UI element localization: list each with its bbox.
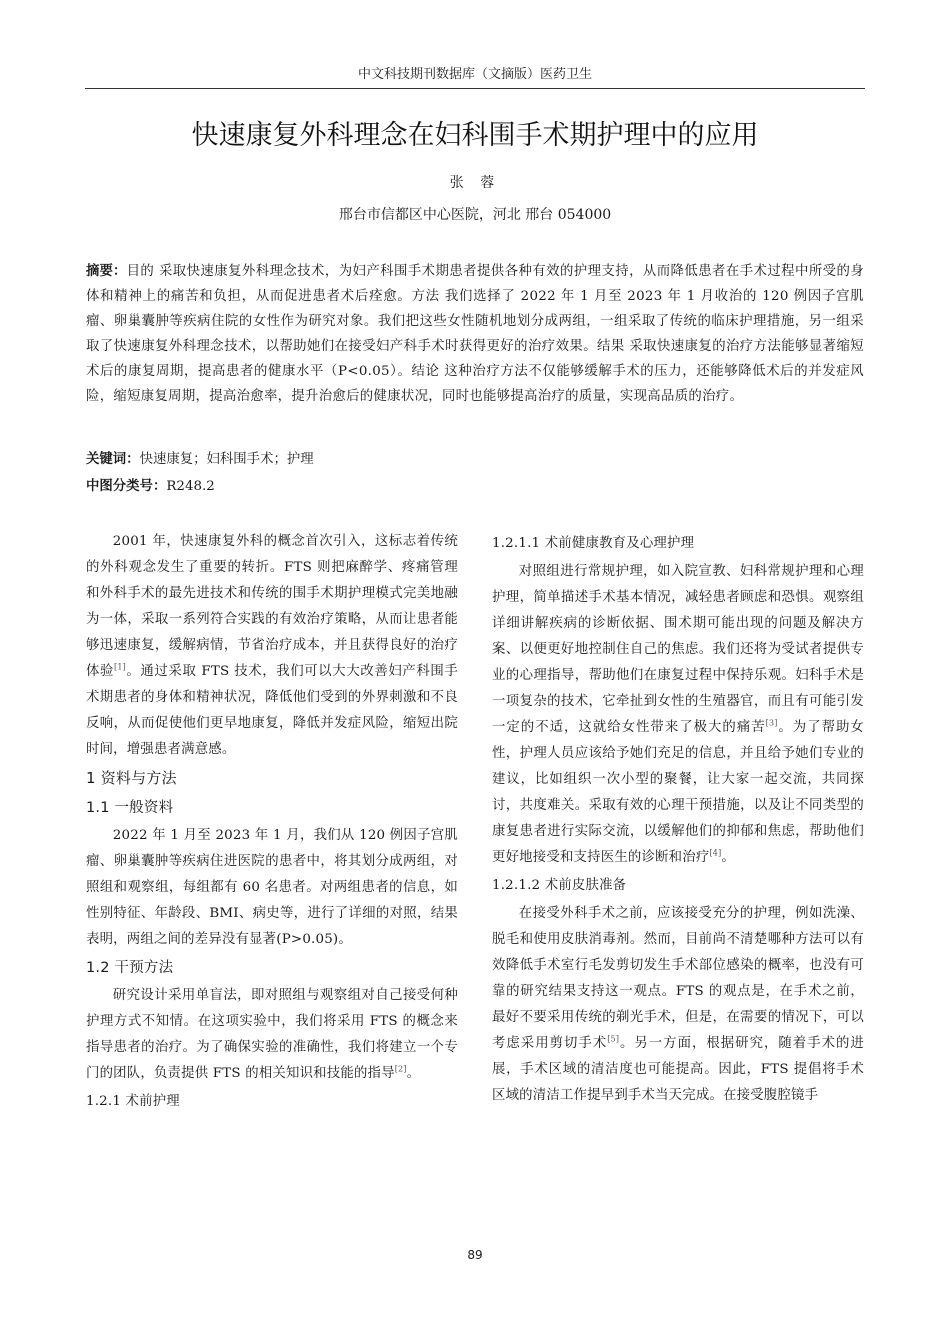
page-number: 89 [467, 1248, 483, 1262]
section-heading-1-2: 1.2 干预方法 [86, 960, 174, 976]
paper-title: 快速康复外科理念在妇科围手术期护理中的应用 [191, 120, 759, 151]
skin-prep-text: 在接受外科手术之前，应该接受充分的护理，例如洗澡、脱毛和使用皮肤消毒剂。然而，目前尚不清楚哪种方法可以有效降低手术室行毛发剪切发生手术部位感染的概率，也没有可靠的研究结果支持这一观点。FTS 的观点是，在手术之前，最好不要采用传统的剃光手术，但是，在需要的情况下，可以考虑采用剪切手术 [492, 906, 864, 1051]
citation: [1] [114, 662, 126, 672]
abstract [86, 259, 864, 409]
citation: [4] [709, 848, 722, 858]
psych-care-text-end: 。 [721, 850, 735, 865]
psych-care-paragraph [492, 559, 864, 871]
intro-text: 2001 年，快速康复外科的概念首次引入，这标志着传统的外科观念发生了重要的转折。FTS 则把麻醉学、疼痛管理和外科手术的最先进技术和传统的围手术期护理模式完美地融为一体，采取一系列符合实践的有效治疗策略，从而让患者能够迅速康复，缓解病情，节省治疗成本，并且获得良好的治疗体验 [86, 534, 458, 679]
abstract-text: 目的 采取快速康复外科理念技术，为妇产科围手术期患者提供各种有效的护理支持，从而降低患者在手术过程中所受的身体和精神上的痛苦和负担，从而促进患者术后痊愈。方法 我们选择了 2022 年 1 月至 2023 年 1 月收治的 120 例因子宫肌瘤、卵巢囊肿等疾病住院的女性作为研究对象。我们把这些女性随机地划分成两组，一组采取了传统的临床护理措施，另一组采取了快速康复外科理念技术，以帮助她们在接受妇产科手术时获得更好的治疗效果。结果 采取快速康复的治疗方法能够显著缩短术后的康复周期，提高患者的健康水平（P<0.05）。结论 这种治疗方法不仅能够缓解手术的压力，还能够降低术后的并发症风险，缩短康复周期，提高治愈率，提升治愈后的健康状况，同时也能够提高治疗的质量，实现高品质的治疗。 [86, 264, 865, 404]
section-heading-1-2-1-2: 1.2.1.2 术前皮肤准备 [492, 878, 627, 893]
section-heading-1-1: 1.1 一般资料 [86, 800, 174, 816]
keywords [86, 449, 314, 471]
intervention-text-end: 。 [406, 1066, 421, 1081]
abstract-label: 摘要： [86, 264, 127, 279]
right-column [492, 529, 864, 1109]
general-data-paragraph: 2022 年 1 月至 2023 年 1 月，我们从 120 例因子宫肌瘤、卵巢囊肿等疾病住进医院的患者中，将其划分成两组，对照组和观察组，每组都有 60 名患者。对两组患者的信息，如性别特征、年龄段、BMI、病史等，进行了详细的对照，结果表明，两组之间的差异没有显著(P>0.05)。 [86, 828, 458, 947]
section-heading-1: 1 资料与方法 [86, 769, 177, 787]
citation: [3] [765, 718, 778, 728]
left-column [86, 529, 458, 1117]
classification [86, 476, 215, 498]
intro-text-2: 。通过采取 FTS 技术，我们可以大大改善妇产科围手术期患者的身体和精神状况，降低他们受到的外界刺激和不良反响，从而促使他们更早地康复，降低并发症风险，缩短出院时间，增强患者满意感。 [86, 664, 458, 757]
keywords-label: 关键词： [86, 452, 140, 467]
intervention-text: 研究设计采用单盲法，即对照组与观察组对自己接受何种护理方式不知情。在这项实验中，我们将采用 FTS 的概念来指导患者的治疗。为了确保实验的准确性，我们将建立一个专门的团队，负责提供 FTS 的相关知识和技能的指导 [86, 988, 458, 1081]
skin-prep-text-2: 。另一方面，根据研究，随着手术的进展，手术区域的清洁度也可能提高。因此，FTS 提倡将手术区域的清洁工作提早到手术当天完成。在接受腹腔镜手 [492, 1036, 864, 1103]
intervention-paragraph [86, 983, 458, 1087]
psych-care-text-2: 。为了帮助女性，护理人员应该给予她们充足的信息，并且给予她们专业的建议，比如组织一次小型的聚餐，让大家一起交流，共同探讨，共度难关。采取有效的心理干预措施，以及让不同类型的康复患者进行实际交流，以缓解他们的抑郁和焦虑，帮助他们更好地接受和支持医生的诊断和治疗 [492, 720, 864, 865]
psych-care-text: 对照组进行常规护理，如入院宣教、妇科常规护理和心理护理，简单描述手术基本情况，减轻患者顾虑和恐惧。观察组详细讲解疾病的诊断依据、围术期可能出现的问题及解决方案、以便更好地控制住自己的焦虑。我们还将为受试者提供专业的心理指导，帮助他们在康复过程中保持乐观。妇科手术是一项复杂的技术，它牵扯到女性的生殖器官，而且有可能引发一定的不适，这就给女性带来了极大的痛苦 [492, 564, 864, 735]
intro-paragraph [86, 529, 458, 763]
affiliation: 邢台市信都区中心医院，河北 邢台 054000 [338, 207, 612, 223]
section-heading-1-2-1: 1.2.1 术前护理 [86, 1094, 180, 1109]
classification-text: R248.2 [166, 479, 215, 494]
author: 张 蓉 [449, 175, 501, 191]
citation: [5] [607, 1034, 620, 1044]
section-heading-1-2-1-1: 1.2.1.1 术前健康教育及心理护理 [492, 536, 695, 551]
skin-prep-paragraph [492, 901, 864, 1109]
journal-header: 中文科技期刊数据库（文摘版）医药卫生 [357, 67, 592, 82]
classification-label: 中图分类号： [86, 479, 167, 494]
citation: [2] [394, 1064, 407, 1074]
keywords-text: 快速康复；妇科围手术；护理 [139, 452, 314, 467]
header-rule [85, 88, 865, 89]
